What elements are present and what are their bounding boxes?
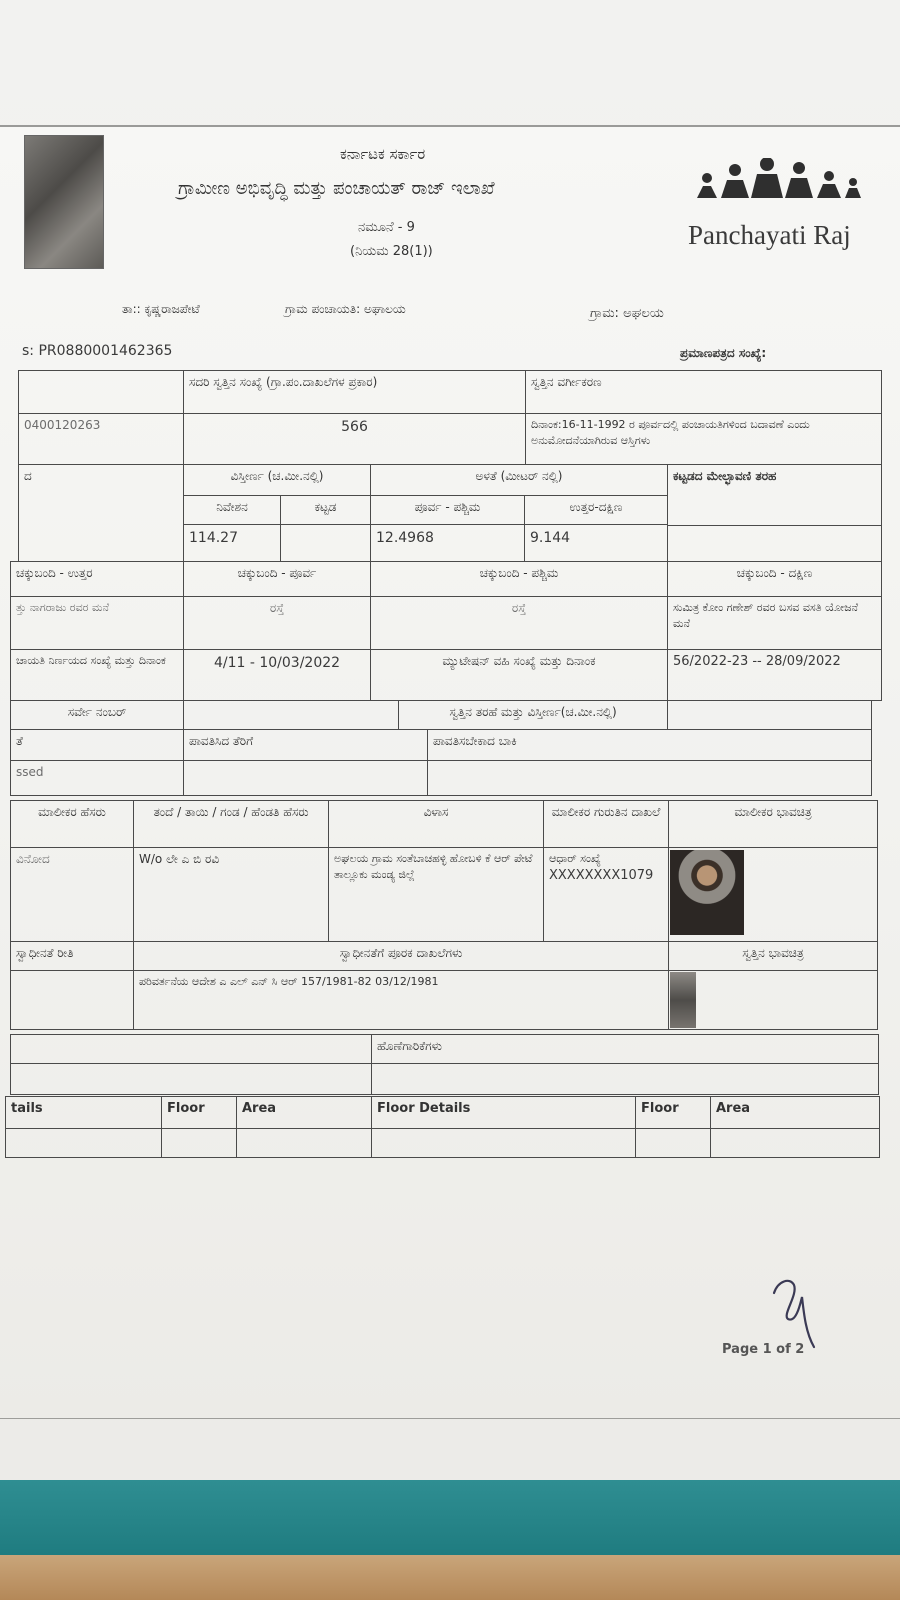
possession-method-value xyxy=(10,970,134,1030)
site-value: 114.27 xyxy=(183,524,281,562)
possession-docs-label: ಸ್ವಾಧೀನತೆಗೆ ಪೂರಕ ದಾಖಲೆಗಳು xyxy=(133,941,669,971)
government-emblem xyxy=(24,135,104,269)
tax-left-label: ತೆ xyxy=(10,729,184,761)
building-type-value xyxy=(667,525,882,562)
owner-id-type: ಆಧಾರ್ ಸಂಖ್ಯೆ xyxy=(549,852,601,865)
area-left-head: ದ xyxy=(18,464,184,562)
owner-id-value: XXXXXXXX1079 xyxy=(549,867,654,883)
building-type-label: ಕಟ್ಟಡದ ಮೇಲ್ಛಾವಣಿ ತರಹ xyxy=(667,464,882,526)
west-boundary-label: ಚಕ್ಕುಬಂದಿ - ಪಶ್ಚಿಮ xyxy=(370,561,668,597)
east-boundary-label: ಚಕ್ಕುಬಂದಿ - ಪೂರ್ವ xyxy=(183,561,371,597)
wooden-surface xyxy=(0,1555,900,1600)
type-extent-value xyxy=(667,700,872,730)
address-value: ಅಘಲಯ ಗ್ರಾಮ ಸಂತೆಬಾಚಹಳ್ಳಿ ಹೋಬಳಿ ಕೆ ಆರ್ ಪೇಟೆ ತಾಲ್ಲೂಕು ಮಂಡ್ಯ ಜಿಲ್ಲೆ xyxy=(328,847,544,942)
east-boundary-value: ರಸ್ತೆ xyxy=(183,596,371,650)
owner-photo-label: ಮಾಲೀಕರ ಭಾವಚಿತ್ರ xyxy=(668,800,878,848)
floor-row-cell xyxy=(635,1128,711,1158)
property-number-value: 566 xyxy=(183,413,526,465)
page-number: Page 1 of 2 xyxy=(722,1342,805,1357)
gram-panchayat: ಗ್ರಾಮ ಪಂಚಾಯತಿ: ಅಘಾಲಯ xyxy=(285,302,406,316)
south-boundary-label: ಚಕ್ಕುಬಂದಿ - ದಕ್ಷಿಣ xyxy=(667,561,882,597)
mutation-value: 56/2022-23 -- 28/09/2022 xyxy=(667,649,882,701)
property-photo-cell xyxy=(668,970,878,1030)
type-extent-label: ಸ್ವತ್ತಿನ ತರಹೆ ಮತ್ತು ವಿಸ್ತೀರ್ಣ(ಚ.ಮೀ.ನಲ್ಲಿ) xyxy=(398,700,668,730)
floor-details-left-header: tails xyxy=(5,1096,162,1129)
department-title: ಗ್ರಾಮೀಣ ಅಭಿವೃದ್ಧಿ ಮತ್ತು ಪಂಚಾಯತ್ ರಾಜ್ ಇಲಾಖೆ xyxy=(178,178,495,199)
floor-details-right-header: Floor Details xyxy=(371,1096,636,1129)
property-photo xyxy=(670,972,696,1028)
area-right-header: Area xyxy=(710,1096,880,1129)
encumbrance-value xyxy=(371,1063,879,1095)
floor-right-header: Floor xyxy=(635,1096,711,1129)
owner-name-label: ಮಾಲೀಕರ ಹೆಸರು xyxy=(10,800,134,848)
south-boundary-value: ಸುಮಿತ್ರ ಕೋಂ ಗಣೇಶ್ ರವರ ಬಸವ ವಸತಿ ಯೋಜನೆ ಮನೆ xyxy=(667,596,882,650)
east-west-value: 12.4968 xyxy=(370,524,525,562)
panchayati-raj-text: Panchayati Raj xyxy=(688,220,851,250)
west-boundary-value: ರಸ್ತೆ xyxy=(370,596,668,650)
property-number-label: ಸದರಿ ಸ್ವತ್ತಿನ ಸಂಖ್ಯೆ (ಗ್ರಾ.ಪಂ.ದಾಖಲೆಗಳ ಪ್ರಕಾರ) xyxy=(183,370,526,414)
floor-left-header: Floor xyxy=(161,1096,237,1129)
measure-label: ಅಳತೆ (ಮೀಟರ್ ನಲ್ಲಿ) xyxy=(370,464,668,496)
page-edge xyxy=(0,1418,900,1419)
possession-method-label: ಸ್ವಾಧೀನತೆ ರೀತಿ xyxy=(10,941,134,971)
tax-left-value: ssed xyxy=(10,760,184,796)
rule-reference: (ನಿಯಮ 28(1)) xyxy=(350,244,433,259)
tax-due-value xyxy=(427,760,872,796)
building-value xyxy=(280,524,371,562)
classification-label: ಸ್ವತ್ತಿನ ವರ್ಗೀಕರಣ xyxy=(525,370,882,414)
north-south-label: ಉತ್ತರ-ದಕ್ಷಿಣ xyxy=(524,495,668,525)
property-photo-label: ಸ್ವತ್ತಿನ ಭಾವಚಿತ್ರ xyxy=(668,941,878,971)
encumbrance-left-value xyxy=(10,1063,372,1095)
extent-label: ವಿಸ್ತೀರ್ಣ (ಚ.ಮೀ.ನಲ್ಲಿ) xyxy=(183,464,371,496)
site-label: ನಿವೇಶನ xyxy=(183,495,281,525)
owner-name-value: ವಿನೋದ xyxy=(10,847,134,942)
teal-surface xyxy=(0,1480,900,1555)
floor-row-cell xyxy=(5,1128,162,1158)
floor-row-cell xyxy=(710,1128,880,1158)
address-label: ವಿಳಾಸ xyxy=(328,800,544,848)
pr-number: s: PR0880001462365 xyxy=(22,343,173,359)
north-boundary-value: ತ್ತು ನಾಗರಾಜು ರವರ ಮನೆ xyxy=(10,596,184,650)
floor-row-cell xyxy=(371,1128,636,1158)
resolution-label: ಚಾಯತಿ ನಿರ್ಣಯದ ಸಂಖ್ಯೆ ಮತ್ತು ದಿನಾಂಕ xyxy=(10,649,184,701)
floor-row-cell xyxy=(236,1128,372,1158)
resolution-value: 4/11 - 10/03/2022 xyxy=(183,649,371,701)
east-west-label: ಪೂರ್ವ - ಪಶ್ಚಿಮ xyxy=(370,495,525,525)
tax-due-label: ಪಾವತಿಸಬೇಕಾದ ಬಾಕಿ xyxy=(427,729,872,761)
tax-paid-label: ಪಾವತಿಸಿದ ತೆರಿಗೆ xyxy=(183,729,428,761)
area-left-header: Area xyxy=(236,1096,372,1129)
possession-docs-value: ಪರಿವರ್ತನೆಯ ಆದೇಶ ಎ ಎಲ್ ಎನ್ ಸಿ ಆರ್ 157/1981-82 03/12/1981 xyxy=(133,970,669,1030)
building-label: ಕಟ್ಟಡ xyxy=(280,495,371,525)
owner-id-label: ಮಾಲೀಕರ ಗುರುತಿನ ದಾಖಲೆ xyxy=(543,800,669,848)
north-boundary-label: ಚಕ್ಕುಬಂದಿ - ಉತ್ತರ xyxy=(10,561,184,597)
left-id: 0400120263 xyxy=(18,413,184,465)
govt-title: ಕರ್ನಾಟಕ ಸರ್ಕಾರ xyxy=(340,145,426,163)
owner-photo xyxy=(670,850,744,935)
mutation-label: ಮ್ಯುಟೇಷನ್ ವಹಿ ಸಂಖ್ಯೆ ಮತ್ತು ದಿನಾಂಕ xyxy=(370,649,668,701)
certificate-number-label: ಪ್ರಮಾಣಪತ್ರದ ಸಂಖ್ಯೆ: xyxy=(680,346,767,360)
encumbrance-left xyxy=(10,1034,372,1064)
relation-label: ತಂದೆ / ತಾಯಿ / ಗಂಡ / ಹೆಂಡತಿ ಹೆಸರು xyxy=(133,800,329,848)
village: ಗ್ರಾಮ: ಅಘಲಯ xyxy=(590,306,664,321)
row1-left xyxy=(18,370,184,414)
owner-id-cell xyxy=(543,847,669,942)
tax-paid-value xyxy=(183,760,428,796)
survey-number-label: ಸರ್ವೇ ನಂಬರ್ xyxy=(10,700,184,730)
taluk: ತಾ:: ಕೃಷ್ಣರಾಜಪೇಟೆ xyxy=(122,302,200,316)
encumbrance-label: ಹೊಣೆಗಾರಿಕೆಗಳು xyxy=(371,1034,879,1064)
survey-number-value xyxy=(183,700,399,730)
relation-value: W/o ಲೇ ಎ ಬಿ ರವಿ xyxy=(133,847,329,942)
classification-value: ದಿನಾಂಕ:16-11-1992 ರ ಪೂರ್ವದಲ್ಲಿ ಪಂಚಾಯತಿಗಳಿಂದ ಬದಾವಣೆ ಎಂದು ಅನುಮೋದನೆಯಾಗಿರುವ ಆಸ್ತಿಗಳು xyxy=(525,413,882,465)
form-number: ನಮೂನೆ - 9 xyxy=(358,220,415,235)
floor-row-cell xyxy=(161,1128,237,1158)
north-south-value: 9.144 xyxy=(524,524,668,562)
panchayati-raj-logo-icon xyxy=(695,158,865,218)
